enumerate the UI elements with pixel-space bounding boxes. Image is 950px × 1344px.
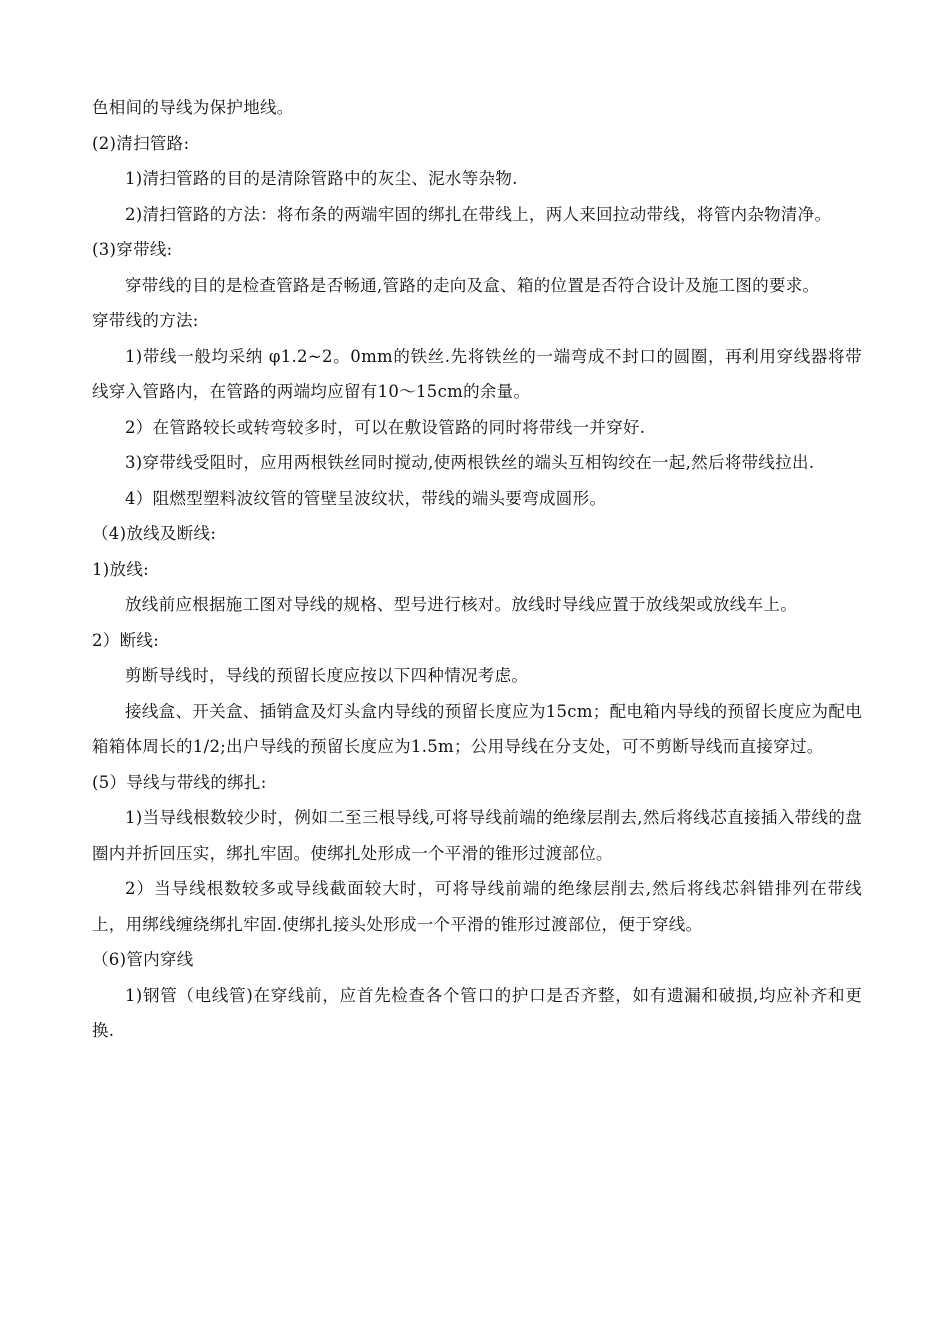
- heading-lead-wire: (3)穿带线:: [92, 240, 173, 259]
- paragraph-6: 穿带线的目的是检查管路是否畅通,管路的走向及盒、箱的位置是否符合设计及施工图的要求。: [125, 275, 820, 295]
- paragraph-20: 2）当导线根数较多或导线截面较大时，可将导线前端的绝缘层削去,然后将线芯斜错排列在带线上，用绑线缠绕绑扎牢固.使绑扎接头处形成一个平滑的锥形过渡部位，便于穿线。: [92, 879, 862, 934]
- heading-wire-binding: (5）导线与带线的绑扎:: [92, 772, 267, 792]
- paragraph-8: 1)带线一般均采纳 φ1.2~2。0mm的铁丝.先将铁丝的一端弯成不封口的圆圈，再利用穿线器将带线穿入管路内，在管路的两端均应留有10～15cm的余量。: [92, 346, 862, 401]
- paragraph-19: 1)当导线根数较少时，例如二至三根导线,可将导线前端的绝缘层削去,然后将线芯直接插入带线的盘圈内并折回压实，绑扎牢固。使绑扎处形成一个平滑的锥形过渡部位。: [92, 808, 862, 863]
- paragraph-11: 4）阻燃型塑料波纹管的管壁呈波纹状，带线的端头要弯成圆形。: [125, 488, 607, 508]
- paragraph-3: 1)清扫管路的目的是清除管路中的灰尘、泥水等杂物.: [125, 169, 518, 188]
- heading-pay-off-and-cut: （4)放线及断线:: [92, 524, 217, 543]
- paragraph-17: 接线盒、开关盒、插销盒及灯头盒内导线的预留长度应为15cm；配电箱内导线的预留长度应为配电箱箱体周长的1/2;出户导线的预留长度应为1.5m；公用导线在分支处，可不剪断导线而直接穿过。: [92, 701, 862, 756]
- heading-threading-in-pipe: （6)管内穿线: [92, 950, 194, 969]
- paragraph-1: 色相间的导线为保护地线。: [92, 98, 294, 117]
- subheading-cut: 2）断线:: [92, 630, 160, 650]
- paragraph-10: 3)穿带线受阻时，应用两根铁丝同时搅动,使两根铁丝的端头互相钩绞在一起,然后将带线拉出.: [125, 453, 815, 472]
- heading-clean-pipes: (2)清扫管路:: [92, 133, 190, 153]
- document-body: [92, 90, 862, 1049]
- subheading-pay-off: 1)放线:: [92, 559, 149, 579]
- paragraph-16: 剪断导线时，导线的预留长度应按以下四种情况考虑。: [125, 666, 529, 685]
- paragraph-4: 2)清扫管路的方法：将布条的两端牢固的绑扎在带线上，两人来回拉动带线，将管内杂物清净。: [125, 204, 832, 224]
- subheading-lead-wire-method: 穿带线的方法:: [92, 311, 199, 330]
- paragraph-9: 2）在管路较长或转弯较多时，可以在敷设管路的同时将带线一并穿好.: [125, 417, 646, 437]
- paragraph-14: 放线前应根据施工图对导线的规格、型号进行核对。放线时导线应置于放线架或放线车上。: [125, 595, 797, 614]
- paragraph-22: 1)钢管（电线管)在穿线前，应首先检查各个管口的护口是否齐整，如有遗漏和破损,均应补齐和更换.: [92, 985, 862, 1040]
